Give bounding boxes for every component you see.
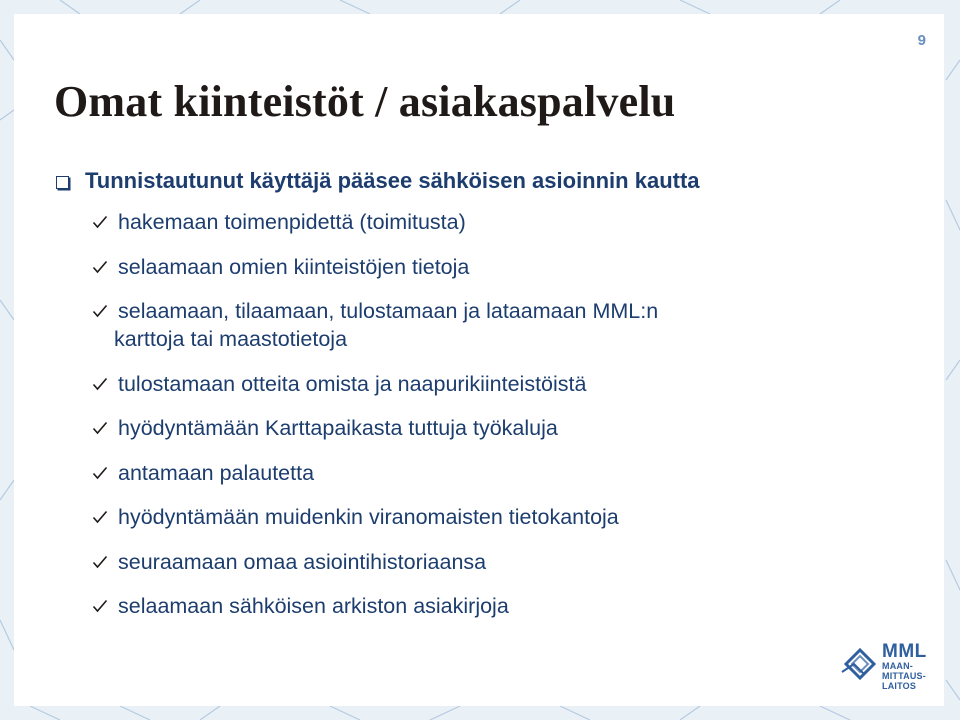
list-item	[92, 503, 812, 531]
list-item-text: selaamaan sähköisen arkiston asiakirjoja	[118, 594, 509, 618]
list-item	[92, 548, 812, 576]
list-item	[92, 253, 812, 281]
list-item	[92, 297, 812, 353]
checkmark-icon	[92, 599, 108, 613]
list-item-text: antamaan palautetta	[118, 460, 315, 485]
mml-logo	[836, 640, 946, 698]
page-number: 9	[917, 32, 926, 49]
checkmark-icon	[92, 466, 108, 480]
mml-logo-emblem-icon	[840, 642, 880, 686]
checkmark-icon	[92, 260, 108, 274]
list-item-text: tulostamaan otteita omista ja naapurikiinteistöistä	[118, 371, 587, 396]
checkmark-icon	[92, 510, 108, 524]
list-item-text: selaamaan, tilaamaan, tulostamaan ja lataamaan MML:n	[118, 299, 659, 323]
list-item	[92, 459, 812, 487]
logo-line1: MAAN-	[882, 661, 913, 671]
logo-line2: MITTAUS-	[882, 671, 926, 681]
list-item	[92, 208, 812, 236]
checkmark-icon	[92, 215, 108, 229]
list-item-text: seuraamaan omaa asiointihistoriaansa	[118, 549, 487, 574]
list-item	[92, 414, 812, 442]
list-item-text: hyödyntämään muidenkin viranomaisten tietokantoja	[118, 505, 619, 529]
slide-title: Omat kiinteistöt / asiakaspalvelu	[54, 77, 676, 126]
list-item-text: hyödyntämään Karttapaikasta tuttuja työkaluja	[118, 416, 558, 440]
list-item	[92, 370, 812, 398]
check-list	[92, 208, 812, 637]
list-item-text: karttoja tai maastotietoja	[114, 327, 348, 351]
checkmark-icon	[92, 421, 108, 435]
main-bullet-text: Tunnistautunut käyttäjä pääsee sähköisen asioinnin kautta	[85, 168, 700, 193]
checkmark-icon	[92, 377, 108, 391]
main-bullet	[56, 168, 700, 194]
list-item-text: hakemaan toimenpidettä (toimitusta)	[118, 210, 466, 234]
list-item-text: selaamaan omien kiinteistöjen tietoja	[118, 254, 470, 279]
logo-line3: LAITOS	[882, 681, 917, 691]
mml-logo-text	[882, 642, 927, 691]
logo-name: MML	[882, 641, 927, 662]
checkmark-icon	[92, 555, 108, 569]
checkmark-icon	[92, 304, 108, 318]
list-item	[92, 592, 812, 620]
square-bullet-icon	[56, 176, 69, 189]
